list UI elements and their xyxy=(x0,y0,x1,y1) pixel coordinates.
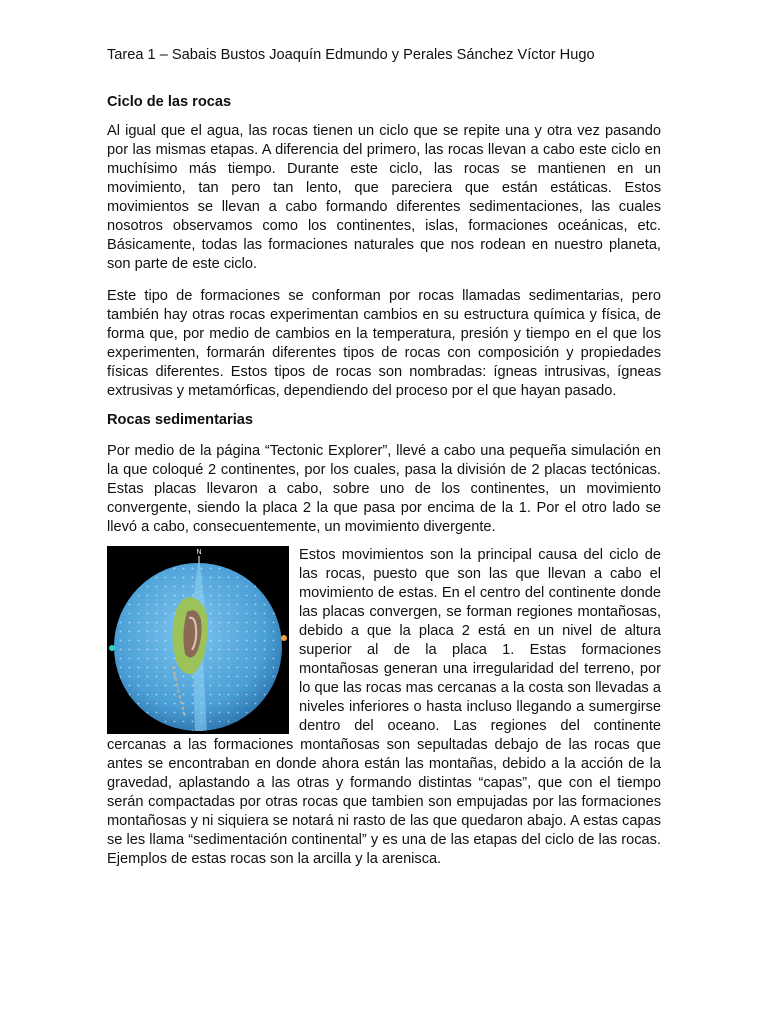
paragraph-ciclo-1: Al igual que el agua, las rocas tienen un ciclo que se repite una y otra vez pasando por las mismas etapas. A diferencia del primero, las rocas llevan a cabo este ciclo en muchísimo más tiempo. Durante este ciclo, las rocas se mantienen en un movimiento, tan pero tan lento, que pareciera que están estáticas. Estos movimientos se llevan a cabo formando diferentes sedimentaciones, las cuales nosotros observamos como los continentes, islas, formaciones oceánicas, etc. Básicamente, todas las formaciones naturales que nos rodean en nuestro planeta, son parte de este ciclo. xyxy=(107,123,661,272)
globe-illustration xyxy=(107,546,289,734)
paragraph-ciclo-2: Este tipo de formaciones se conforman por rocas llamadas sedimentarias, pero también hay otras rocas experimentan cambios en su estructura química y física, de forma que, por medio de cambios en la temperatura, presión y tiempo en el que los experimenten, formarán diferentes tipos de rocas con composición y propiedades físicas diferentes. Estos tipos de rocas son nombradas: ígneas intrusivas, ígneas extrusivas y metamórficas, dependiendo del proceso por el que hayan pasado. xyxy=(107,288,661,399)
section-title-sedimentarias: Rocas sedimentarias xyxy=(107,412,254,428)
left-marker-dot xyxy=(109,645,115,651)
tectonic-simulation-image xyxy=(107,546,289,734)
section-title-ciclo: Ciclo de las rocas xyxy=(107,94,232,110)
figure-wrap-block xyxy=(107,546,661,869)
paragraph-sedimentarias-1: Por medio de la página “Tectonic Explorer”, llevé a cabo una pequeña simulación en la que coloqué 2 continentes, por los cuales, pasa la división de 2 placas tectónicas. Estas placas llevaron a cabo, sobre uno de los continentes, un movimiento convergente, siendo la placa 2 la que pasa por encima de la 1. Por el otro lado se llevó a cabo, consecuentemente, un movimiento divergente. xyxy=(107,443,661,535)
right-marker-dot xyxy=(281,635,287,641)
north-label: N xyxy=(196,549,202,556)
paragraph-sedimentarias-2: Estos movimientos son la principal causa del ciclo de las rocas, puesto que son las que llevan a cabo el movimiento de estas. En el centro del continente donde las placas convergen, se forman regiones montañosas, debido a que la placa 2 está en un nivel de altura superior al de la placa 1. Estas formaciones montañosas generan una irregularidad del terreno, por lo que las rocas mas cercanas a la costa son llevadas a niveles inferiores o hasta incluso llegando a sumergirse dentro del oceano. Las regiones del continente cercanas a las formaciones montañosas son sepultadas debajo de las rocas que antes se encontraban en donde ahora están las montañas, debido a la acción de la gravedad, aplastando a las otras y formando distintas “capas”, que con el tiempo serán compactadas por otras rocas que tambien son empujadas por las formaciones montañosas y ni siquiera se notará ni rasto de las que quedaron abajo. A estas capas se les llama “sedimentación continental” y es una de las etapas del ciclo de las rocas. Ejemplos de estas rocas son la arcilla y la arenisca. xyxy=(107,547,661,867)
document-header: Tarea 1 – Sabais Bustos Joaquín Edmundo y Perales Sánchez Víctor Hugo xyxy=(107,47,595,63)
